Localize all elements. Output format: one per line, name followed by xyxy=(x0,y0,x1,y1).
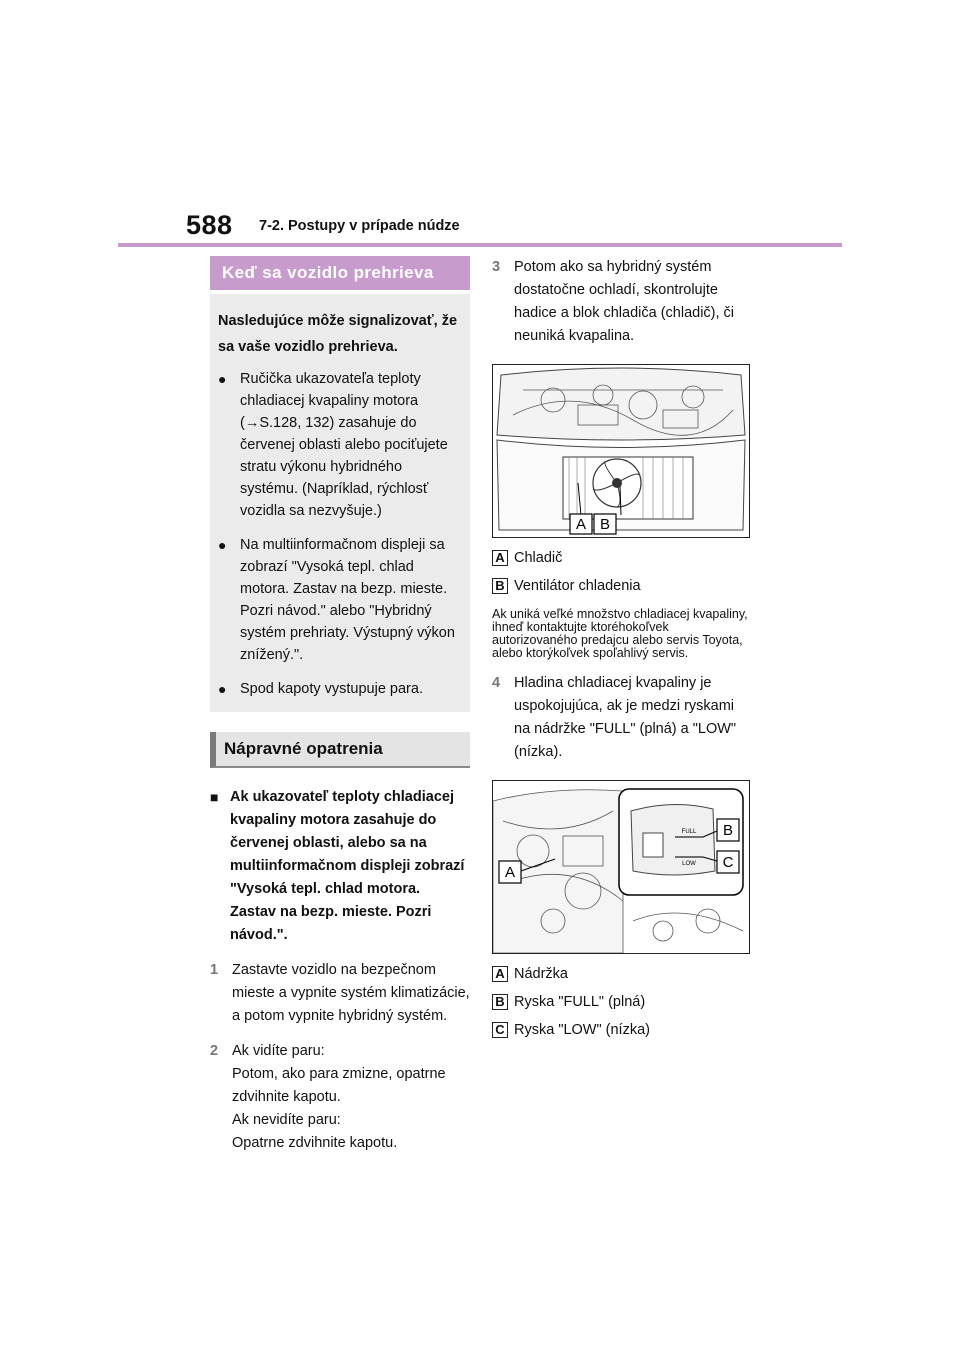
step-number: 1 xyxy=(210,962,219,978)
right-column xyxy=(492,256,752,1038)
legend-key: B xyxy=(492,994,508,1010)
legend-text: Nádržka xyxy=(514,966,568,982)
square-bullet-icon: ■ xyxy=(210,789,219,805)
step-text: Hladina chladiacej kvapaliny je uspokojujúca, ak je medzi ryskami na nádržke "FULL" (plná) a "LOW" (nízka). xyxy=(514,675,737,760)
figure2-label-a: A xyxy=(504,864,516,881)
step-text: Ak vidíte paru: Potom, ako para zmizne, opatrne zdvihnite kapotu. Ak nevidíte paru: Opatrne zdvihnite kapotu. xyxy=(232,1043,446,1151)
step-number: 3 xyxy=(492,259,501,275)
overheat-banner: Keď sa vozidlo prehrieva xyxy=(210,256,470,290)
remedy-banner: Nápravné opatrenia xyxy=(210,732,470,768)
section-title: 7-2. Postupy v prípade núdze xyxy=(259,218,460,234)
legend-item xyxy=(492,550,752,566)
bullet-icon: ● xyxy=(218,681,227,697)
step-text: Zastavte vozidlo na bezpečnom mieste a vypnite systém klimatizácie, a potom vypnite hybridný systém. xyxy=(232,962,470,1024)
step-number: 4 xyxy=(492,675,501,691)
leak-note: Ak uniká veľké množstvo chladiacej kvapaliny, ihneď kontaktujte ktoréhokoľvek autorizovaného predajcu alebo servis Toyota, alebo ktorýkoľvek spoľahlivý servis. xyxy=(492,607,748,660)
legend-text: Ryska "LOW" (nízka) xyxy=(514,1022,650,1038)
legend-item xyxy=(492,1022,752,1038)
legend-key: C xyxy=(492,1022,508,1038)
symptom-item xyxy=(218,534,462,666)
legend-text: Ventilátor chladenia xyxy=(514,578,641,594)
legend-item xyxy=(492,578,752,594)
step-number: 2 xyxy=(210,1043,219,1059)
legend-key: B xyxy=(492,578,508,594)
header-rule xyxy=(118,243,842,247)
step-2 xyxy=(210,1040,470,1155)
tank-mark-full: FULL xyxy=(681,829,697,835)
symptom-text: Spod kapoty vystupuje para. xyxy=(240,681,423,697)
figure-label-b: B xyxy=(599,516,611,533)
symptom-text: Ručička ukazovateľa teploty chladiacej kvapaliny motora (→S.128, 132) zasahuje do červenej oblasti alebo pociťujete stratu výkonu hybridného systému. (Napríklad, rýchlosť vozidla sa nezvyšuje.) xyxy=(240,371,448,519)
figure-label-a: A xyxy=(575,516,587,533)
figure2-label-c: C xyxy=(722,854,734,871)
figure2-label-b: B xyxy=(722,822,734,839)
legend-item xyxy=(492,994,752,1010)
step-1 xyxy=(210,959,470,1028)
step-text: Potom ako sa hybridný systém dostatočne ochladí, skontrolujte hadice a blok chladiča (chladič), či neuniká kvapalina. xyxy=(514,259,735,344)
tank-mark-low: LOW xyxy=(682,861,696,867)
page-number: 588 xyxy=(186,210,233,240)
legend-item xyxy=(492,966,752,982)
reservoir-illustration xyxy=(492,780,750,954)
symptom-item xyxy=(218,678,462,700)
condition-heading xyxy=(210,786,470,947)
bullet-icon: ● xyxy=(218,537,227,553)
symptoms-box xyxy=(210,294,470,712)
radiator-illustration xyxy=(492,364,750,538)
left-column xyxy=(210,256,470,1155)
step-4 xyxy=(492,672,752,764)
symptoms-intro: Nasledujúce môže signalizovať, že sa vaše vozidlo prehrieva. xyxy=(218,313,458,355)
legend-text: Ryska "FULL" (plná) xyxy=(514,994,646,1010)
legend-key: A xyxy=(492,550,508,566)
legend-text: Chladič xyxy=(514,550,563,566)
bullet-icon: ● xyxy=(218,371,227,387)
condition-text: Ak ukazovateľ teploty chladiacej kvapaliny motora zasahuje do červenej oblasti, alebo sa na multiinformačnom displeji zobrazí "Vysoká tepl. chlad motora. Zastav na bezp. mieste. Pozri návod.". xyxy=(230,789,465,943)
step-3 xyxy=(492,256,752,348)
legend-key: A xyxy=(492,966,508,982)
symptom-text: Na multiinformačnom displeji sa zobrazí "Vysoká tepl. chlad motora. Zastav na bezp. mieste. Pozri návod." alebo "Hybridný systém prehriaty. Výstupný výkon znížený.". xyxy=(240,537,455,663)
symptom-item xyxy=(218,368,462,522)
